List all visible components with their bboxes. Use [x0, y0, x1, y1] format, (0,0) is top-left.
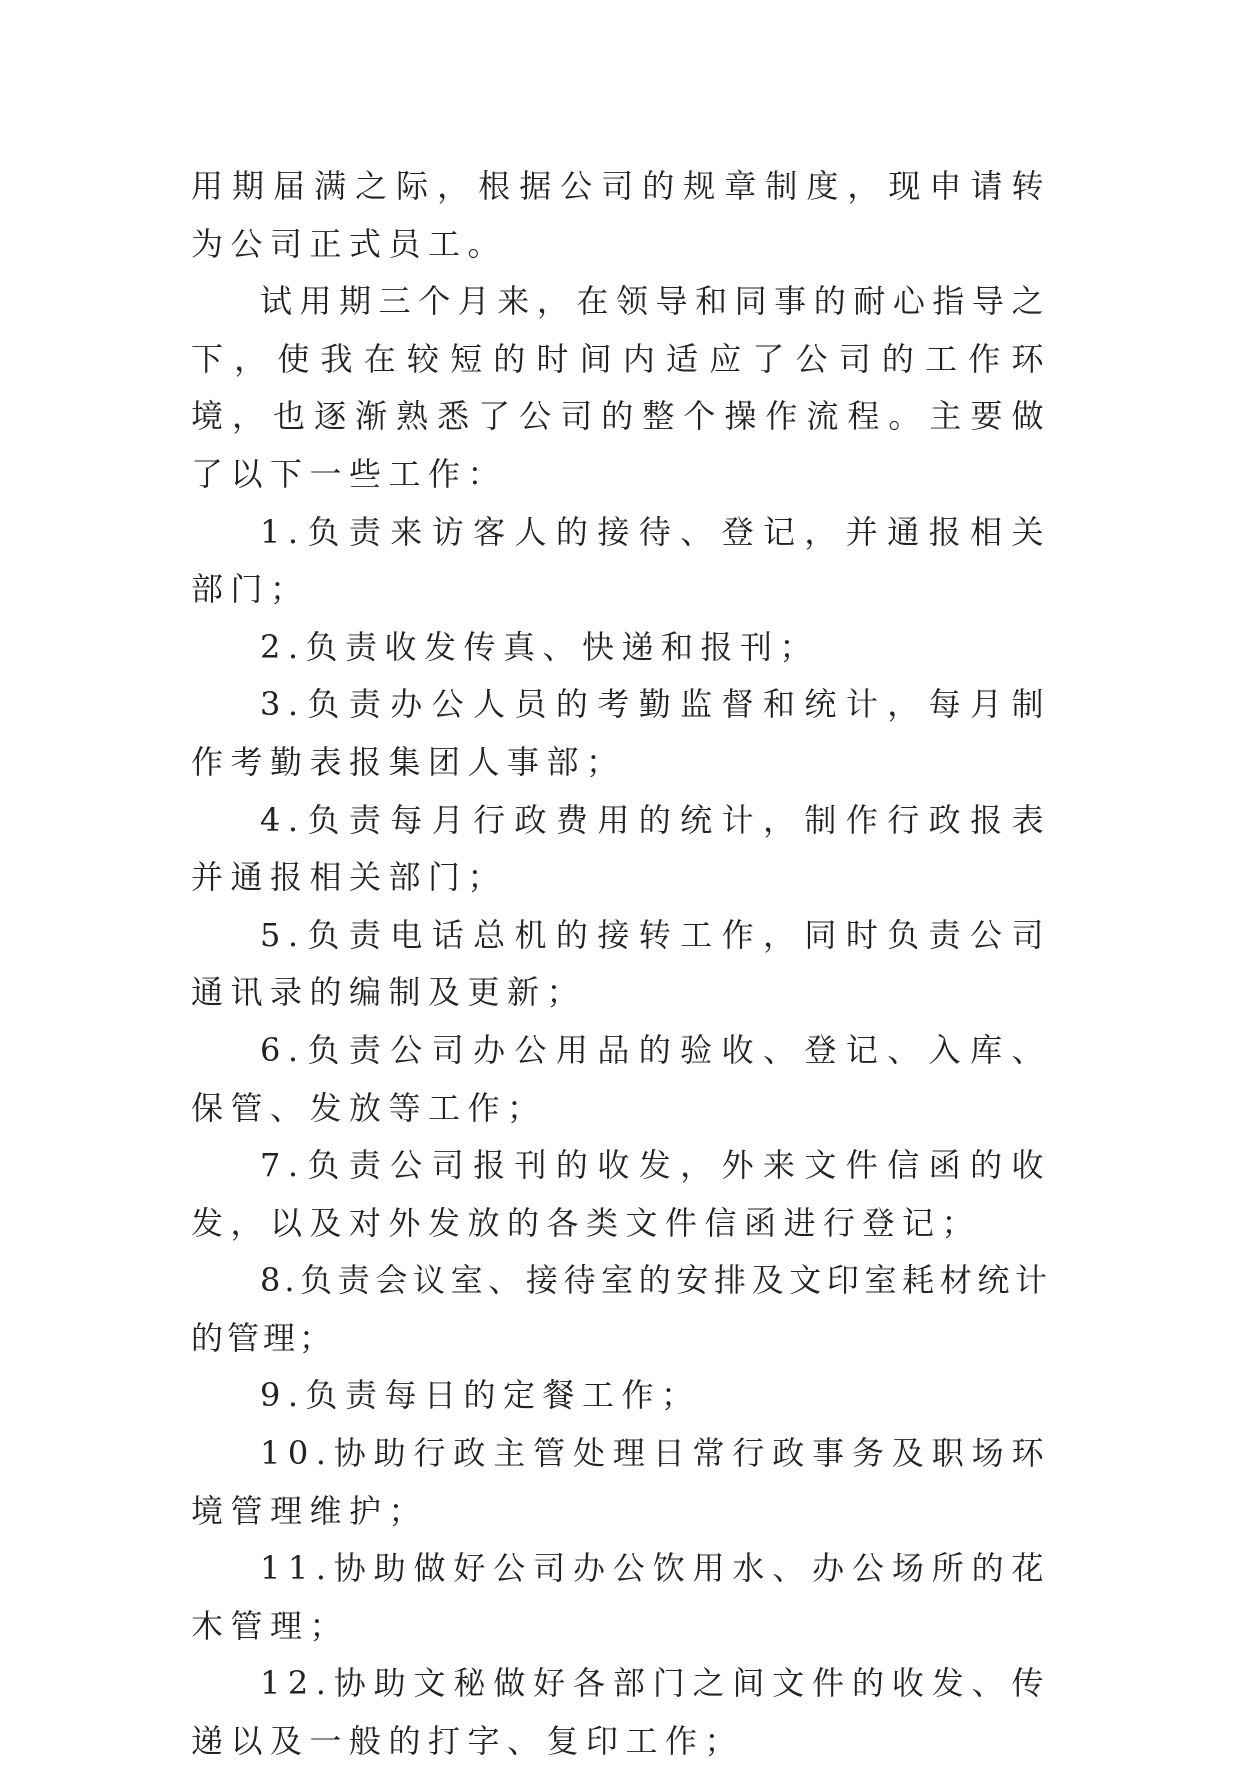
list-item-3: 3.负责办公人员的考勤监督和统计，每月制作考勤表报集团人事部； — [191, 685, 1051, 781]
paragraph-intro: 试用期三个月来，在领导和同事的耐心指导之下，使我在较短的时间内适应了公司的工作环境，也逐渐熟悉了公司的整个操作流程。主要做了以下一些工作： — [191, 282, 1051, 493]
list-item-4: 4.负责每月行政费用的统计，制作行政报表并通报相关部门； — [191, 800, 1051, 897]
document-body — [191, 158, 1051, 1771]
list-item-8: 8.负责会议室、接待室的安排及文印室耗材统计的管理； — [191, 1261, 1051, 1357]
list-item-7: 7.负责公司报刊的收发，外来文件信函的收发，以及对外发放的各类文件信函进行登记； — [191, 1146, 1051, 1242]
paragraph-continuation: 用期届满之际，根据公司的规章制度，现申请转为公司正式员工。 — [191, 167, 1051, 263]
list-item-11: 11.协助做好公司办公饮用水、办公场所的花木管理； — [191, 1549, 1051, 1645]
list-item-10: 10.协助行政主管处理日常行政事务及职场环境管理维护； — [191, 1434, 1051, 1530]
list-item-2: 2.负责收发传真、快递和报刊； — [260, 627, 820, 666]
list-item-6: 6.负责公司办公用品的验收、登记、入库、保管、发放等工作； — [191, 1030, 1051, 1127]
list-item-12: 12.协助文秘做好各部门之间文件的收发、传递以及一般的打字、复印工作； — [191, 1664, 1051, 1761]
list-item-1: 1.负责来访客人的接待、登记，并通报相关部门； — [191, 512, 1051, 609]
list-item-5: 5.负责电话总机的接转工作，同时负责公司通讯录的编制及更新； — [191, 915, 1051, 1012]
list-item-9: 9.负责每日的定餐工作； — [260, 1376, 701, 1415]
